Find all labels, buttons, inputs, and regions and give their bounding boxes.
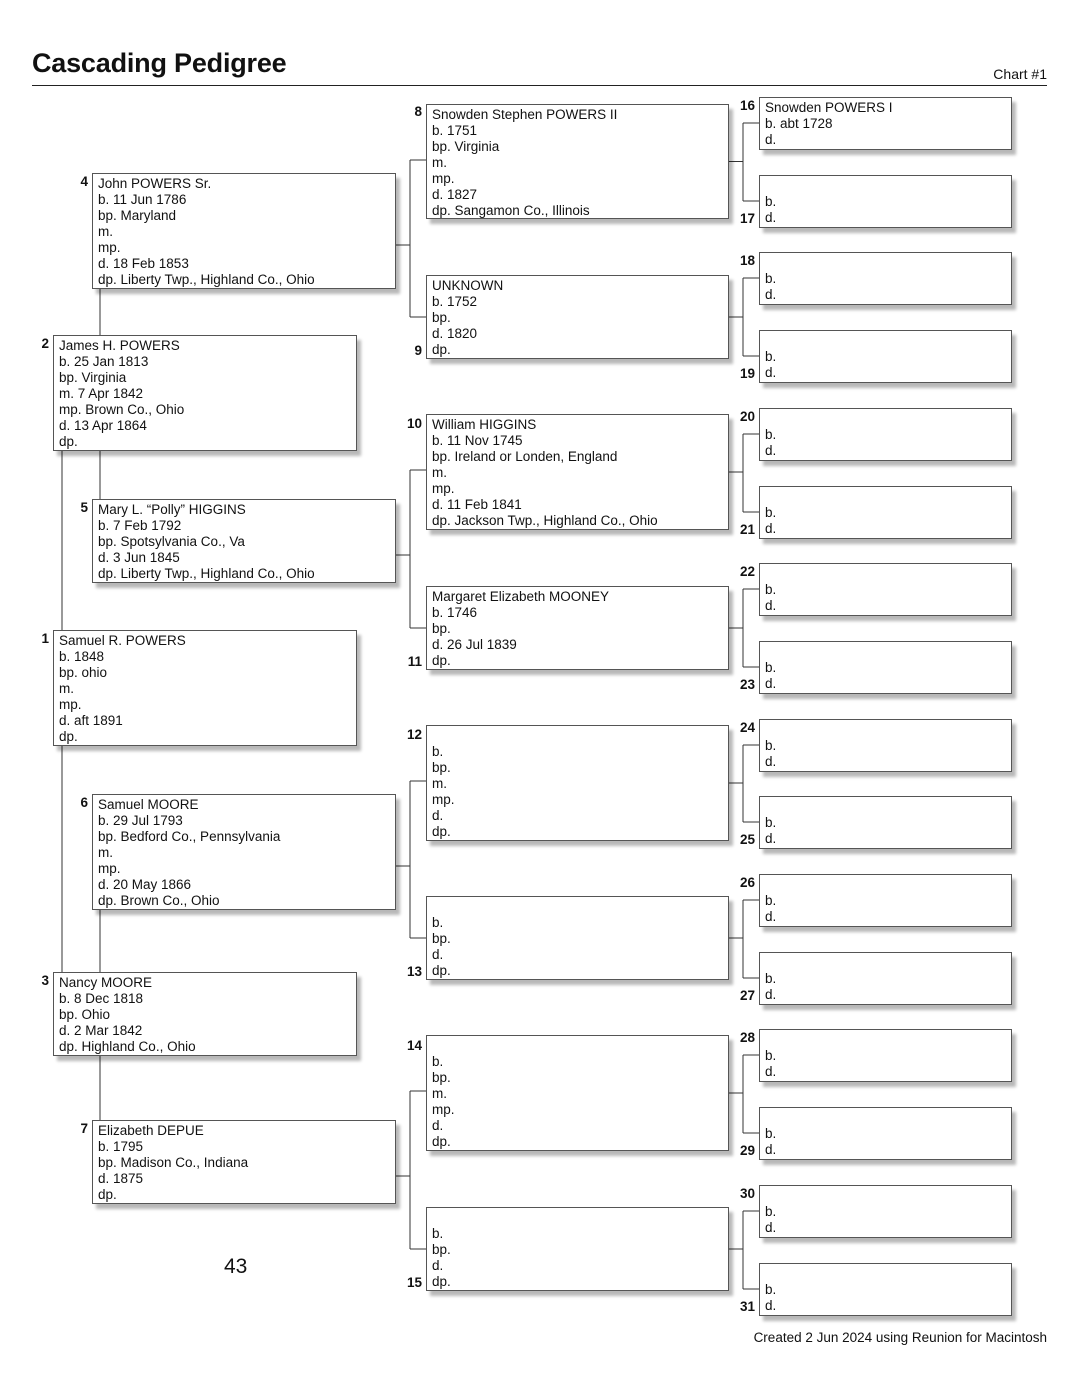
person-detail: b. 11 Jun 1786 — [98, 192, 187, 207]
person-detail — [765, 333, 1006, 349]
person-detail — [432, 1210, 723, 1226]
person-detail: d. — [432, 947, 444, 962]
person-detail — [432, 728, 723, 744]
person-detail: m. 7 Apr 1842 — [59, 386, 144, 401]
person-box-16 — [759, 97, 1012, 150]
person-detail: b. — [765, 505, 777, 520]
person-number-4: 4 — [80, 174, 88, 189]
person-detail: b. — [432, 1226, 444, 1241]
person-box-24 — [759, 719, 1012, 772]
person-detail: dp. Highland Co., Ohio — [59, 1039, 196, 1054]
person-detail: d. 18 Feb 1853 — [98, 256, 189, 271]
person-detail: dp. — [98, 1187, 117, 1202]
person-detail — [765, 955, 1006, 971]
person-number-1: 1 — [41, 631, 49, 646]
person-detail: dp. — [432, 653, 451, 668]
person-box-29 — [759, 1107, 1012, 1160]
person-detail: m. — [98, 224, 113, 239]
person-detail: d. — [765, 287, 777, 302]
person-number-5: 5 — [80, 500, 88, 515]
person-detail: b. — [765, 738, 777, 753]
person-detail: m. — [432, 776, 447, 791]
person-detail: dp. Sangamon Co., Illinois — [432, 203, 590, 218]
person-box-28 — [759, 1029, 1012, 1082]
person-box-22 — [759, 563, 1012, 616]
person-detail: b. — [432, 1054, 444, 1069]
person-detail: d. 3 Jun 1845 — [98, 550, 180, 565]
person-detail: b. — [765, 194, 777, 209]
person-detail — [765, 644, 1006, 660]
person-detail: dp. — [432, 1274, 451, 1289]
person-detail: d. — [432, 1258, 444, 1273]
person-detail: b. 1795 — [98, 1139, 144, 1154]
person-detail — [765, 178, 1006, 194]
person-detail: dp. — [59, 434, 78, 449]
person-detail: d. — [765, 210, 777, 225]
person-detail: d. — [765, 831, 777, 846]
person-detail: bp. Bedford Co., Pennsylvania — [98, 829, 281, 844]
person-box-19 — [759, 330, 1012, 383]
person-detail: d. — [765, 909, 777, 924]
person-box-13 — [426, 896, 729, 980]
person-detail: mp. — [432, 792, 455, 807]
person-number-20: 20 — [739, 409, 755, 424]
person-detail: b. — [765, 1048, 777, 1063]
person-detail: b. 7 Feb 1792 — [98, 518, 182, 533]
person-number-2: 2 — [41, 336, 49, 351]
person-detail — [432, 899, 723, 915]
person-detail: d. — [432, 1118, 444, 1133]
person-box-18 — [759, 252, 1012, 305]
person-number-31: 31 — [739, 1299, 755, 1314]
person-detail: b. — [765, 349, 777, 364]
person-detail: bp. Virginia — [59, 370, 127, 385]
person-number-21: 21 — [739, 522, 755, 537]
person-detail: mp. — [432, 1102, 455, 1117]
person-number-29: 29 — [739, 1143, 755, 1158]
person-name: John POWERS Sr. — [98, 176, 212, 191]
person-detail: dp. Liberty Twp., Highland Co., Ohio — [98, 272, 315, 287]
person-detail: b. 1848 — [59, 649, 105, 664]
person-box-10 — [426, 414, 729, 530]
person-detail: bp. — [432, 310, 451, 325]
person-detail: dp. — [432, 963, 451, 978]
person-box-25 — [759, 796, 1012, 849]
person-name: UNKNOWN — [432, 278, 504, 293]
person-detail: bp. Maryland — [98, 208, 177, 223]
person-detail: d. — [432, 808, 444, 823]
person-detail: d. — [765, 132, 777, 147]
person-number-30: 30 — [739, 1186, 755, 1201]
person-number-19: 19 — [739, 366, 755, 381]
person-detail: d. — [765, 1064, 777, 1079]
person-number-17: 17 — [739, 211, 755, 226]
person-name: Mary L. “Polly” HIGGINS — [98, 502, 246, 517]
person-detail: bp. — [432, 1242, 451, 1257]
person-number-15: 15 — [406, 1275, 422, 1290]
person-number-7: 7 — [80, 1121, 88, 1136]
person-detail: d. 20 May 1866 — [98, 877, 192, 892]
person-detail: d. 13 Apr 1864 — [59, 418, 147, 433]
person-detail: d. — [765, 598, 777, 613]
person-name: Samuel MOORE — [98, 797, 199, 812]
person-detail: b. — [765, 1126, 777, 1141]
person-detail: bp. Ireland or Londen, England — [432, 449, 618, 464]
person-detail: d. 1875 — [98, 1171, 144, 1186]
person-box-6 — [92, 794, 396, 910]
person-detail: mp. — [432, 171, 455, 186]
person-detail: b. 29 Jul 1793 — [98, 813, 183, 828]
person-number-3: 3 — [41, 973, 49, 988]
person-detail: b. — [765, 660, 777, 675]
person-number-23: 23 — [739, 677, 755, 692]
person-detail: d. — [765, 1298, 777, 1313]
person-detail: mp. — [98, 861, 121, 876]
person-number-18: 18 — [739, 253, 755, 268]
person-box-11 — [426, 586, 729, 670]
person-number-16: 16 — [739, 98, 755, 113]
person-detail: b. — [765, 1204, 777, 1219]
person-detail: m. — [432, 1086, 447, 1101]
person-detail: bp. Madison Co., Indiana — [98, 1155, 249, 1170]
person-detail — [765, 1110, 1006, 1126]
person-detail: dp. Jackson Twp., Highland Co., Ohio — [432, 513, 658, 528]
person-name: Snowden POWERS I — [765, 100, 893, 115]
person-detail: d. 2 Mar 1842 — [59, 1023, 143, 1038]
person-detail: dp. — [432, 342, 451, 357]
person-detail: b. 1751 — [432, 123, 478, 138]
person-box-3 — [53, 972, 357, 1056]
person-number-28: 28 — [739, 1030, 755, 1045]
person-detail: dp. — [432, 824, 451, 839]
person-number-6: 6 — [80, 795, 88, 810]
person-detail: b. — [765, 971, 777, 986]
person-number-12: 12 — [406, 727, 422, 742]
person-detail — [432, 1038, 723, 1054]
person-detail: d. — [765, 521, 777, 536]
person-detail: bp. — [432, 931, 451, 946]
person-number-9: 9 — [414, 343, 422, 358]
person-number-14: 14 — [406, 1038, 422, 1053]
person-detail: m. — [59, 681, 74, 696]
person-detail: b. — [765, 893, 777, 908]
person-box-9 — [426, 275, 729, 359]
person-number-8: 8 — [414, 104, 422, 119]
person-name: William HIGGINS — [432, 417, 537, 432]
person-detail: bp. ohio — [59, 665, 108, 680]
person-box-1 — [53, 630, 357, 746]
person-box-31 — [759, 1263, 1012, 1316]
person-detail: dp. — [59, 729, 78, 744]
person-detail: b. — [765, 1282, 777, 1297]
person-detail: dp. Brown Co., Ohio — [98, 893, 220, 908]
person-number-24: 24 — [739, 720, 755, 735]
person-box-27 — [759, 952, 1012, 1005]
person-detail: b. abt 1728 — [765, 116, 833, 131]
person-detail: d. — [765, 1142, 777, 1157]
person-name: James H. POWERS — [59, 338, 180, 353]
person-detail: d. 1827 — [432, 187, 478, 202]
person-detail: dp. Liberty Twp., Highland Co., Ohio — [98, 566, 315, 581]
person-detail: b. 25 Jan 1813 — [59, 354, 149, 369]
person-detail: m. — [432, 155, 447, 170]
person-box-2 — [53, 335, 357, 451]
person-number-27: 27 — [739, 988, 755, 1003]
person-detail: b. — [765, 427, 777, 442]
person-name: Nancy MOORE — [59, 975, 153, 990]
person-box-30 — [759, 1185, 1012, 1238]
person-detail: b. 11 Nov 1745 — [432, 433, 523, 448]
person-detail: bp. Ohio — [59, 1007, 111, 1022]
person-number-26: 26 — [739, 875, 755, 890]
person-name: Margaret Elizabeth MOONEY — [432, 589, 610, 604]
person-detail: b. — [765, 582, 777, 597]
person-detail: bp. — [432, 760, 451, 775]
person-box-21 — [759, 486, 1012, 539]
person-box-17 — [759, 175, 1012, 228]
person-detail: b. 1752 — [432, 294, 478, 309]
person-box-4 — [92, 173, 396, 289]
person-detail: mp. — [59, 697, 82, 712]
person-detail: b. 8 Dec 1818 — [59, 991, 144, 1006]
person-detail — [765, 1266, 1006, 1282]
page-title: Cascading Pedigree — [32, 48, 287, 78]
person-detail: d. 11 Feb 1841 — [432, 497, 522, 512]
person-detail: b. — [432, 915, 444, 930]
person-detail: d. — [765, 987, 777, 1002]
person-detail: bp. Virginia — [432, 139, 500, 154]
person-detail: mp. Brown Co., Ohio — [59, 402, 185, 417]
person-detail: dp. — [432, 1134, 451, 1149]
person-box-23 — [759, 641, 1012, 694]
person-detail: d. 26 Jul 1839 — [432, 637, 517, 652]
person-name: Snowden Stephen POWERS II — [432, 107, 618, 122]
person-name: Samuel R. POWERS — [59, 633, 186, 648]
footer-note: Created 2 Jun 2024 using Reunion for Macintosh — [753, 1330, 1047, 1345]
person-box-26 — [759, 874, 1012, 927]
person-box-5 — [92, 499, 396, 583]
person-detail: d. — [765, 365, 777, 380]
person-detail: d. — [765, 754, 777, 769]
person-detail: d. — [765, 1220, 777, 1235]
person-detail: m. — [432, 465, 447, 480]
person-detail: bp. — [432, 621, 451, 636]
person-box-7 — [92, 1120, 396, 1204]
person-box-14 — [426, 1035, 729, 1151]
person-detail: mp. — [432, 481, 455, 496]
person-number-25: 25 — [739, 832, 755, 847]
person-detail: mp. — [98, 240, 121, 255]
person-detail: d. aft 1891 — [59, 713, 123, 728]
person-number-13: 13 — [406, 964, 422, 979]
person-box-20 — [759, 408, 1012, 461]
person-detail: bp. Spotsylvania Co., Va — [98, 534, 245, 549]
person-detail: m. — [98, 845, 113, 860]
chart-number: Chart #1 — [993, 66, 1047, 82]
person-detail: d. — [765, 443, 777, 458]
person-detail — [765, 799, 1006, 815]
person-box-12 — [426, 725, 729, 841]
person-name: Elizabeth DEPUE — [98, 1123, 204, 1138]
person-detail: d. 1820 — [432, 326, 478, 341]
person-detail: b. 1746 — [432, 605, 478, 620]
person-number-11: 11 — [407, 654, 422, 669]
person-detail: b. — [765, 815, 777, 830]
person-detail: d. — [765, 676, 777, 691]
person-box-8 — [426, 104, 729, 219]
person-detail — [765, 489, 1006, 505]
person-number-22: 22 — [739, 564, 755, 579]
person-detail: b. — [765, 271, 777, 286]
person-detail: bp. — [432, 1070, 451, 1085]
person-number-10: 10 — [406, 416, 422, 431]
person-detail: b. — [432, 744, 444, 759]
page-number: 43 — [224, 1255, 248, 1278]
person-box-15 — [426, 1207, 729, 1291]
